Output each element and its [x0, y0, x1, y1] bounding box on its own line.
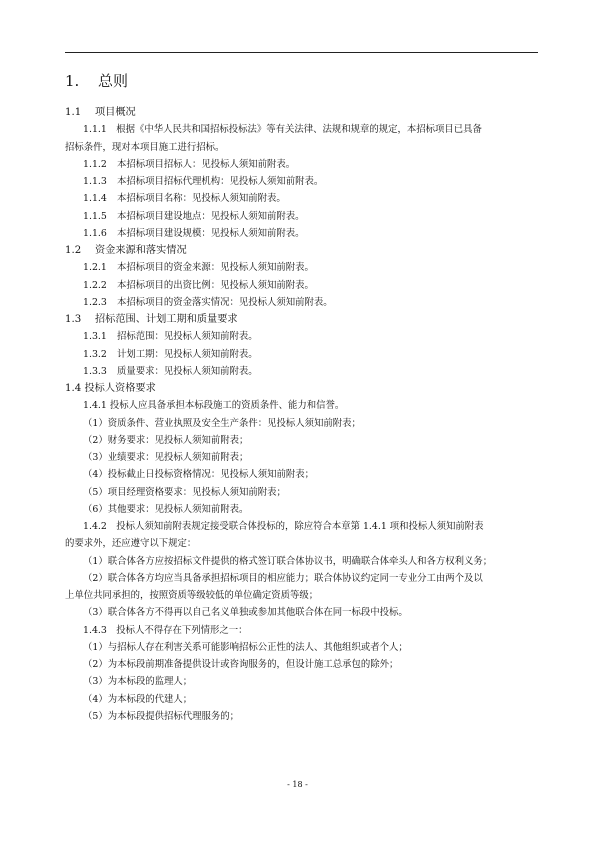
- clause-1-1-2: 1.1.2 本招标项目招标人：见投标人须知前附表。: [83, 158, 296, 170]
- clause-1-2-1: 1.2.1 本招标项目的资金来源：见投标人须知前附表。: [83, 262, 314, 274]
- list-item-1-4-3-3: （3）为本标段的监理人；: [83, 676, 193, 688]
- clause-1-4-3: 1.4.3 投标人不得存在下列情形之一：: [83, 624, 248, 636]
- list-item-1-4-2-2-cont: 上单位共同承担的，按照资质等级较低的单位确定资质等级；: [65, 590, 319, 601]
- section-heading-1-1: 1.1 项目概况: [65, 107, 136, 118]
- body-text: [65, 104, 539, 725]
- clause-1-1-5: 1.1.5 本招标项目建设地点：见投标人须知前附表。: [83, 210, 305, 222]
- list-item-1-4-1-2: （2）财务要求：见投标人须知前附表；: [83, 434, 249, 446]
- clause-1-2-3: 1.2.3 本招标项目的资金落实情况：见投标人须知前附表。: [83, 296, 333, 308]
- section-heading-1-3: 1.3 招标范围、计划工期和质量要求: [65, 314, 238, 325]
- list-item-1-4-3-4: （4）为本标段的代建人；: [83, 693, 193, 705]
- list-item-1-4-1-3: （3）业绩要求：见投标人须知前附表；: [83, 452, 249, 463]
- clause-1-2-2: 1.2.2 本招标项目的出资比例：见投标人须知前附表。: [83, 279, 314, 291]
- clause-1-1-6: 1.1.6 本招标项目建设规模：见投标人须知前附表。: [83, 227, 305, 239]
- section-heading-1-4: 1.4 投标人资格要求: [65, 383, 156, 394]
- paragraph-1-1-1-line1: 1.1.1 根据《中华人民共和国招标投标法》等有关法律、法规和规章的规定，本招标项目已具备: [83, 124, 482, 136]
- list-item-1-4-1-4: （4）投标截止日投标资格情况：见投标人须知前附表；: [83, 469, 314, 481]
- paragraph-1-1-1-line2: 招标条件，现对本项目施工进行招标。: [65, 141, 225, 153]
- list-item-1-4-2-1: （1）联合体各方应按招标文件提供的格式签订联合体协议书，明确联合体牵头人和各方权利义务；: [83, 555, 493, 567]
- clause-1-4-1: 1.4.1 投标人应具备承担本标段施工的资质条件、能力和信誉。: [83, 400, 345, 412]
- list-item-1-4-1-6: （6）其他要求：见投标人须知前附表。: [83, 503, 249, 515]
- clause-1-1-4: 1.1.4 本招标项目名称：见投标人须知前附表。: [83, 193, 286, 205]
- clause-1-3-3: 1.3.3 质量要求：见投标人须知前附表。: [83, 365, 258, 377]
- list-item-1-4-2-2: （2）联合体各方均应当具备承担招标项目的相应能力；联合体协议约定同一专业分工由两个及以: [83, 572, 483, 584]
- list-item-1-4-1-5: （5）项目经理资格要求：见投标人须知前附表；: [83, 486, 286, 498]
- page-number: - 18 -: [287, 780, 308, 789]
- list-item-1-4-2-3: （3）联合体各方不得再以自己名义单独或参加其他联合体在同一标段中投标。: [83, 607, 408, 619]
- chapter-title: [65, 72, 128, 90]
- clause-1-3-1: 1.3.1 招标范围：见投标人须知前附表。: [83, 331, 258, 343]
- chapter-number: 1.: [65, 72, 80, 90]
- list-item-1-4-3-5: （5）为本标段提供招标代理服务的；: [83, 710, 239, 722]
- clause-1-1-3: 1.1.3 本招标项目招标代理机构：见投标人须知前附表。: [83, 176, 324, 187]
- list-item-1-4-3-1: （1）与招标人存在利害关系可能影响招标公正性的法人、其他组织或者个人；: [83, 641, 408, 653]
- section-heading-1-2: 1.2 资金来源和落实情况: [65, 245, 187, 256]
- clause-1-4-2-line1: 1.4.2 投标人须知前附表规定接受联合体投标的，除应符合本章第 1.4.1 项和投标人须知前附表: [83, 521, 484, 532]
- clause-1-4-2-line2: 的要求外，还应遵守以下规定：: [65, 538, 197, 550]
- list-item-1-4-1-1: （1）资质条件、营业执照及安全生产条件：见投标人须知前附表；: [83, 417, 361, 429]
- list-item-1-4-3-2: （2）为本标段前期准备提供设计或咨询服务的，但设计施工总承包的除外；: [83, 659, 399, 670]
- clause-1-3-2: 1.3.2 计划工期：见投标人须知前附表。: [83, 348, 258, 360]
- header-rule: [65, 52, 538, 53]
- chapter-title-text: 总则: [98, 72, 129, 90]
